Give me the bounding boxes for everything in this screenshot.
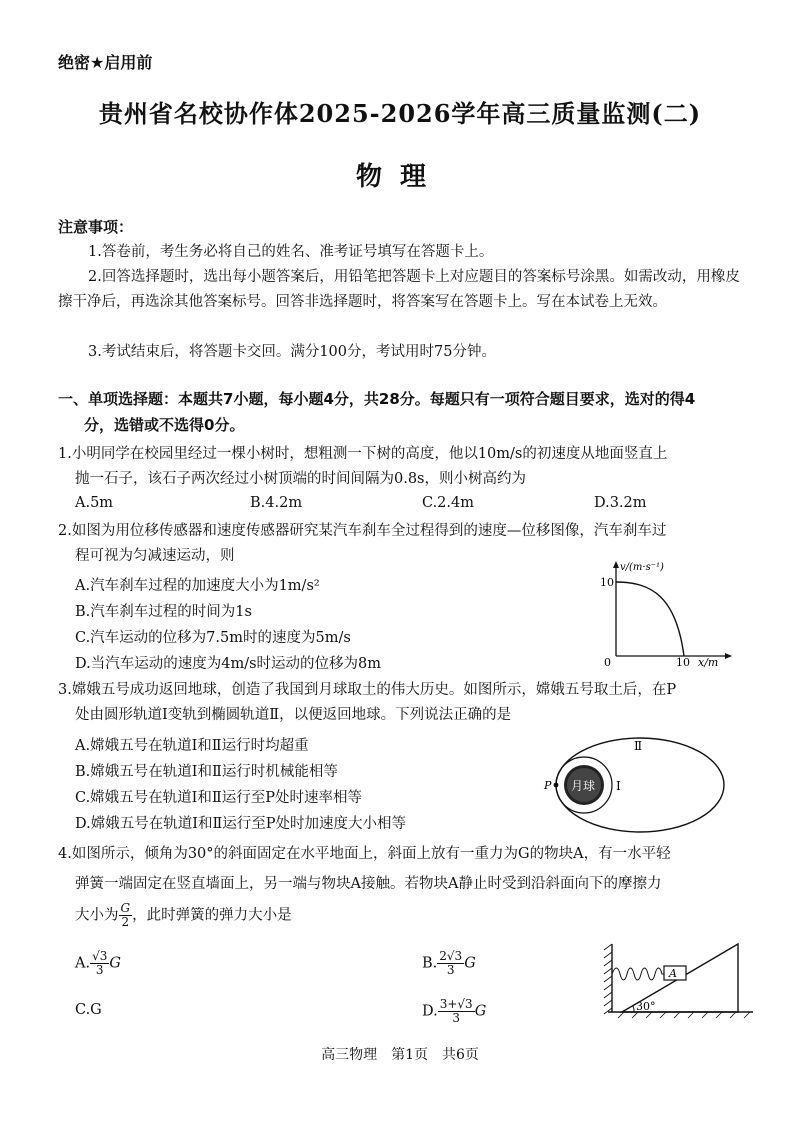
q3-line-1: 3.嫦娥五号成功返回地球，创造了我国到月球取土的伟大历史。如图所示，嫦娥五号取土后，在P xyxy=(58,682,677,698)
incline-angle-label: 30° xyxy=(636,1000,656,1013)
q4-option-c: C.G xyxy=(75,1002,102,1018)
notice-heading: 注意事项： xyxy=(58,218,134,236)
q1-line-1: 1.小明同学在校园里经过一棵小树时，想粗测一下树的高度，他以10m/s的初速度从地面竖直上 xyxy=(58,446,668,462)
incline-diagram xyxy=(598,940,758,1022)
question-4 xyxy=(58,842,758,929)
q1-option-b: B.4.2m xyxy=(250,495,303,511)
question-1 xyxy=(58,442,758,492)
q1-option-a: A.5m xyxy=(75,495,114,511)
q1-option-c: C.2.4m xyxy=(422,495,474,511)
exam-title: 贵州省名校协作体2025-2026学年高三质量监测(二) xyxy=(98,99,702,128)
q4-line-3: 大小为 $\frac{G}{2}$ ，此时弹簧的弹力大小是 xyxy=(75,901,292,929)
point-p xyxy=(554,783,559,788)
question-3 xyxy=(58,678,758,728)
graph-x-label: x/m xyxy=(698,656,719,669)
block-a-label: A xyxy=(669,967,677,980)
q2-option-c: C.汽车运动的位移为7.5m时的速度为5m/s xyxy=(75,630,351,646)
q1-option-d: D.3.2m xyxy=(594,495,647,511)
q3-option-b: B.嫦娥五号在轨道Ⅰ和Ⅱ运行时机械能相等 xyxy=(75,764,338,780)
subject-title: 物理 xyxy=(355,162,444,192)
moon-label: 月球 xyxy=(571,779,596,793)
section-line-1: 一、单项选择题：本题共7小题，每小题4分，共28分。每题只有一项符合题目要求，选对的得4 xyxy=(58,390,696,408)
q2-option-d: D.当汽车运动的速度为4m/s时运动的位移为8m xyxy=(75,656,381,672)
orbit-diagram xyxy=(540,732,730,837)
q4-option-d: D. $\frac{3+√3}{3}$ G xyxy=(422,997,487,1025)
notice-item-2: 2.回答选择题时，选出每小题答案后，用铅笔把答题卡上对应题目的答案标号涂黑。如需改动，用橡皮擦干净后，再选涂其他答案标号。回答非选择题时，将答案写在答题卡上。写在本试卷上无效。 xyxy=(58,269,740,310)
section-heading xyxy=(58,386,754,438)
page-footer: 高三物理 第1页 共6页 xyxy=(321,1047,479,1063)
orbit-ii-label: Ⅱ xyxy=(634,739,643,753)
q2-option-a: A.汽车刹车过程的加速度大小为1m/s² xyxy=(75,578,320,594)
graph-origin: 0 xyxy=(604,656,611,669)
graph-curve xyxy=(616,582,684,656)
q4-option-a: A. $\frac{√3}{3}$ G xyxy=(75,949,121,977)
q4-line-1: 4.如图所示，倾角为30°的斜面固定在水平地面上，斜面上放有一重力为G的物块A，有一水平轻 xyxy=(58,846,671,862)
q2-option-b: B.汽车刹车过程的时间为1s xyxy=(75,604,252,620)
spring xyxy=(612,968,664,980)
graph-y-tick: 10 xyxy=(600,576,614,589)
point-p-label: P xyxy=(544,779,552,792)
graph-x-tick: 10 xyxy=(676,656,690,669)
q3-line-2: 处由圆形轨道Ⅰ变轨到椭圆轨道Ⅱ，以便返回地球。下列说法正确的是 xyxy=(75,707,512,723)
notice-item-3: 3.考试结束后，将答题卡交回。满分100分，考试用时75分钟。 xyxy=(88,344,496,360)
orbit-i-label: Ⅰ xyxy=(616,779,621,793)
graph-y-label: v/(m·s⁻¹) xyxy=(620,562,664,573)
confidential-label: 绝密★启用前 xyxy=(58,53,153,72)
q3-option-a: A.嫦娥五号在轨道Ⅰ和Ⅱ运行时均超重 xyxy=(75,738,309,754)
q3-option-c: C.嫦娥五号在轨道Ⅰ和Ⅱ运行至P处时速率相等 xyxy=(75,790,363,806)
q1-line-2: 抛一石子，该石子两次经过小树顶端的时间间隔为0.8s，则小树高约为 xyxy=(75,471,526,487)
q2-line-2: 程可视为匀减速运动，则 xyxy=(75,548,235,564)
q2-line-1: 2.如图为用位移传感器和速度传感器研究某汽车刹车全过程得到的速度—位移图像，汽车刹车过 xyxy=(58,523,667,539)
q4-line-2: 弹簧一端固定在竖直墙面上，另一端与物块A接触。若物块A静止时受到沿斜面向下的摩擦力 xyxy=(75,876,662,892)
section-line-2: 分，选错或不选得0分。 xyxy=(84,416,245,434)
q4-option-b: B. $\frac{2√3}{3}$ G xyxy=(422,949,476,977)
velocity-displacement-graph xyxy=(596,556,746,670)
notice-item-1: 1.答卷前，考生务必将自己的姓名、准考证号填写在答题卡上。 xyxy=(88,244,494,260)
q3-option-d: D.嫦娥五号在轨道Ⅰ和Ⅱ运行至P处时加速度大小相等 xyxy=(75,816,407,832)
